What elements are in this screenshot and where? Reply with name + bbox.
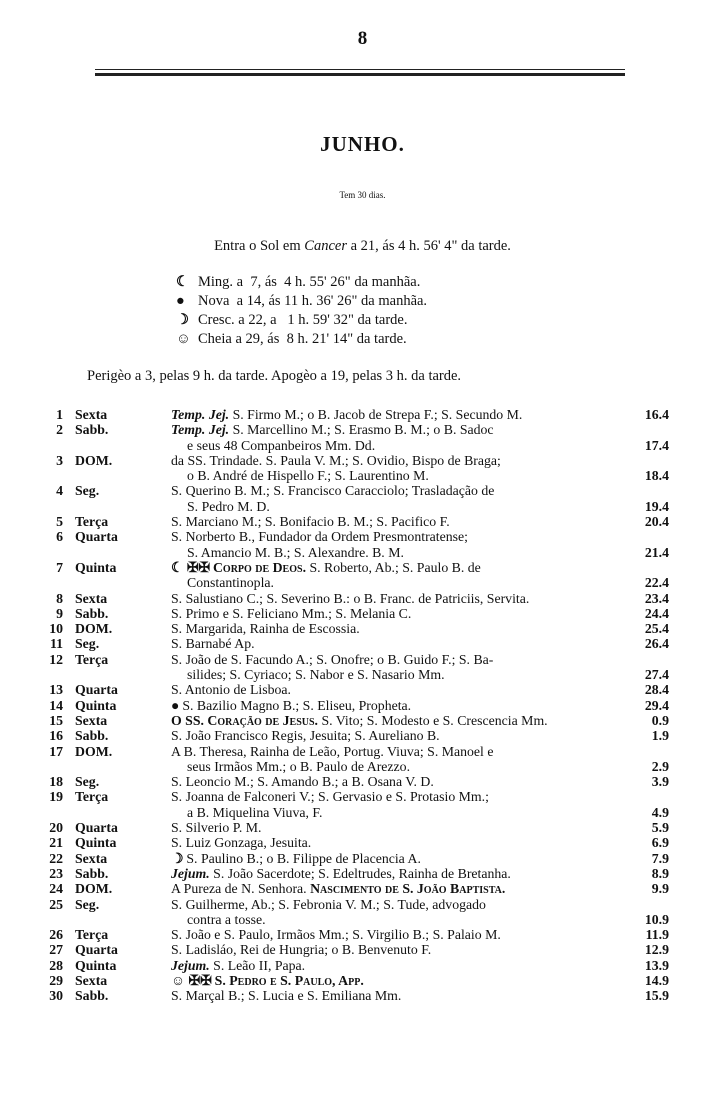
day-number: 20 <box>49 820 63 836</box>
moon-age: 1.9 <box>651 728 669 744</box>
table-row-continuation <box>0 545 725 560</box>
sun-entry-after: a 21, ás 4 h. 56' 4" da tarde. <box>346 238 511 254</box>
moon-phase-line <box>176 312 407 329</box>
moon-age: 28.4 <box>644 682 669 698</box>
weekday: Sabb. <box>75 865 109 881</box>
saints-text: S. João e S. Paulo, Irmãos Mm.; S. Virgilio B.; S. Palaio M. <box>171 927 501 943</box>
saints-text-continuation: S. Pedro M. D. <box>187 498 270 514</box>
feast-text <box>171 453 501 468</box>
perigee-apogee: Perigèo a 3, pelas 9 h. da tarde. Apogèo a 19, pelas 3 h. da tarde. <box>87 368 462 384</box>
feast-text <box>171 942 431 957</box>
saints-text: S. Leão II, Papa. <box>209 957 306 973</box>
feast-text <box>171 851 421 866</box>
day-number: 28 <box>49 957 63 973</box>
last-quarter-moon-icon: ☾ <box>176 274 189 290</box>
weekday: Seg. <box>75 896 100 912</box>
saints-text-continuation: silides; S. Cyriaco; S. Nabor e S. Nasario Mm. <box>187 667 445 683</box>
weekday: Quinta <box>75 835 117 851</box>
day-number: 12 <box>49 651 63 667</box>
feast-text <box>171 560 481 575</box>
fast-label: Temp. Jej. <box>171 407 230 422</box>
feast-text <box>171 789 489 804</box>
saints-text: S. Leoncio M.; S. Amando B.; a B. Osana V. D. <box>171 774 434 790</box>
weekday: Quarta <box>75 529 118 545</box>
table-row <box>0 988 725 1003</box>
saints-text-continuation: contra a tosse. <box>187 911 266 927</box>
month-title: JUNHO. <box>320 132 405 156</box>
saints-text: S. Bazilio Magno B.; S. Eliseu, Propheta. <box>182 697 412 713</box>
feast-text <box>171 682 291 697</box>
sun-entry <box>0 238 725 255</box>
table-row <box>0 973 725 988</box>
day-number: 25 <box>49 896 63 912</box>
moon-phase-text: Cheia a 29, ás 8 h. 21' 14" da tarde. <box>198 331 407 347</box>
moon-age: 19.4 <box>644 498 669 514</box>
feast-text <box>171 835 311 850</box>
sun-entry-before: Entra o Sol em <box>214 238 305 254</box>
table-row-continuation <box>0 575 725 590</box>
weekday: Seg. <box>75 774 100 790</box>
feast-symbol-icon: ☾ ✠✠ <box>171 559 210 575</box>
table-row <box>0 713 725 728</box>
feast-text <box>171 927 501 942</box>
saints-text: S. João Sacerdote; S. Edeltrudes, Rainha de Bretanha. <box>209 865 511 881</box>
weekday: Quarta <box>75 820 118 836</box>
saints-text-continuation: seus Irmãos Mm.; o B. Paulo de Arezzo. <box>187 758 411 774</box>
day-number: 6 <box>56 529 63 545</box>
moon-age: 3.9 <box>651 774 669 790</box>
moon-age: 15.9 <box>644 988 669 1004</box>
saints-text: S. Ladisláo, Rei de Hungria; o B. Benvenuto F. <box>171 942 432 958</box>
table-row-continuation <box>0 759 725 774</box>
day-number: 7 <box>56 559 63 575</box>
saints-text: S. Firmo M.; o B. Jacob de Strepa F.; S. Secundo M. <box>229 407 523 422</box>
weekday: Sexta <box>75 712 108 728</box>
new-moon-icon: ● <box>176 293 185 309</box>
feast-text <box>171 988 401 1003</box>
moon-age: 25.4 <box>644 621 669 637</box>
day-number: 14 <box>49 697 63 713</box>
day-number: 4 <box>56 483 63 499</box>
full-moon-icon: ☺ <box>176 331 191 347</box>
day-number: 29 <box>49 972 63 988</box>
zodiac-sign: Cancer <box>304 238 347 254</box>
moon-age: 8.9 <box>651 865 669 881</box>
day-number: 3 <box>56 452 63 468</box>
moon-age: 7.9 <box>651 850 669 866</box>
weekday: DOM. <box>75 452 113 468</box>
table-row <box>0 820 725 835</box>
feast-text <box>171 866 511 881</box>
table-row <box>0 606 725 621</box>
day-number: 26 <box>49 927 63 943</box>
weekday: DOM. <box>75 881 113 897</box>
day-number: 22 <box>49 850 63 866</box>
saints-text: A B. Theresa, Rainha de Leão, Portug. Viuva; S. Manoel e <box>171 743 494 759</box>
page-number: 8 <box>357 28 368 49</box>
day-number: 16 <box>49 728 63 744</box>
saints-text: S. Joanna de Falconeri V.; S. Gervasio e S. Protasio Mm.; <box>171 789 489 805</box>
moon-age: 0.9 <box>651 712 669 728</box>
moon-phase-line <box>176 293 427 310</box>
feast-text <box>171 636 255 651</box>
feast-text <box>171 897 486 912</box>
moon-age: 6.9 <box>651 835 669 851</box>
weekday: Sexta <box>75 590 108 606</box>
feast-text <box>171 407 522 422</box>
days-count: Tem 30 dias. <box>339 190 386 200</box>
day-number: 19 <box>49 789 63 805</box>
saints-text: S. Barnabé Ap. <box>171 636 255 652</box>
day-number: 21 <box>49 835 63 851</box>
day-number: 30 <box>49 988 63 1004</box>
table-row <box>0 652 725 667</box>
day-number: 2 <box>56 422 63 438</box>
moon-phase-line <box>176 274 420 291</box>
day-number: 9 <box>56 605 63 621</box>
saints-text: A Pureza de N. Senhora. <box>171 881 311 897</box>
saints-text: S. Salustiano C.; S. Severino B.: o B. Franc. de Patriciis, Servita. <box>171 590 530 606</box>
saints-calendar-table <box>0 407 725 1004</box>
table-row <box>0 514 725 529</box>
table-row-continuation <box>0 805 725 820</box>
weekday: Sabb. <box>75 422 109 438</box>
table-row <box>0 529 725 544</box>
feast-text <box>171 713 548 728</box>
moon-age: 4.9 <box>651 804 669 820</box>
day-number: 5 <box>56 514 63 530</box>
moon-phase-text: Cresc. a 22, a 1 h. 59' 32" da tarde. <box>198 312 408 328</box>
moon-age: 9.9 <box>651 881 669 897</box>
saints-text: S. Marcellino M.; S. Erasmo B. M.; o B. Sadoc <box>229 422 494 438</box>
saints-text-continuation: o B. André de Hispello F.; S. Laurentino M. <box>187 468 429 484</box>
saints-text-continuation: e seus 48 Companbeiros Mm. Dd. <box>187 437 376 453</box>
table-row <box>0 591 725 606</box>
feast-text <box>171 973 364 988</box>
weekday: Sabb. <box>75 728 109 744</box>
header-rule-thick <box>95 73 625 76</box>
moon-age: 22.4 <box>644 575 669 591</box>
weekday: Sabb. <box>75 988 109 1004</box>
day-number: 11 <box>49 636 63 652</box>
moon-age: 16.4 <box>644 407 669 422</box>
table-row <box>0 698 725 713</box>
table-row <box>0 483 725 498</box>
moon-age: 26.4 <box>644 636 669 652</box>
day-number: 27 <box>49 942 63 958</box>
feast-name: Corpo de Deos. <box>212 559 307 575</box>
weekday: Quarta <box>75 682 118 698</box>
moon-age: 13.9 <box>644 957 669 973</box>
day-number: 8 <box>56 590 63 606</box>
saints-text: S. Vito; S. Modesto e S. Crescencia Mm. <box>318 712 548 728</box>
feast-text <box>171 774 434 789</box>
saints-text: S. Primo e S. Feliciano Mm.; S. Melania C. <box>171 605 412 621</box>
weekday: DOM. <box>75 743 113 759</box>
saints-text: S. Roberto, Ab.; S. Paulo B. de <box>306 559 481 575</box>
moon-age: 21.4 <box>644 544 669 560</box>
moon-phase-text: Ming. a 7, ás 4 h. 55' 26" da manhãa. <box>198 274 421 290</box>
table-row <box>0 881 725 896</box>
saints-text: S. Marciano M.; S. Bonifacio B. M.; S. Pacifico F. <box>171 514 450 530</box>
weekday: Quinta <box>75 697 117 713</box>
table-row <box>0 407 725 422</box>
table-row <box>0 927 725 942</box>
table-row <box>0 866 725 881</box>
weekday: Sexta <box>75 850 108 866</box>
weekday: Seg. <box>75 483 100 499</box>
moon-age: 11.9 <box>645 927 669 943</box>
weekday: Terça <box>75 514 109 530</box>
day-number: 23 <box>49 865 63 881</box>
feast-name: Nascimento de S. João Baptista. <box>310 881 506 897</box>
feast-text <box>171 698 411 713</box>
day-number: 1 <box>56 407 63 422</box>
saints-text: S. Silverio P. M. <box>171 820 262 836</box>
table-row <box>0 728 725 743</box>
saints-text: S. João de S. Facundo A.; S. Onofre; o B. Guido F.; S. Ba- <box>171 651 494 667</box>
saints-text: S. Marçal B.; S. Lucia e S. Emiliana Mm. <box>171 988 402 1004</box>
table-row <box>0 636 725 651</box>
moon-phase-line <box>176 331 407 348</box>
feast-text <box>171 652 493 667</box>
saints-text: S. Norberto B., Fundador da Ordem Presmontratense; <box>171 529 468 545</box>
saints-text: S. Querino B. M.; S. Francisco Caracciolo; Trasladação de <box>171 483 495 499</box>
table-row <box>0 774 725 789</box>
feast-text <box>171 621 360 636</box>
table-row <box>0 744 725 759</box>
weekday: DOM. <box>75 621 113 637</box>
day-number: 24 <box>49 881 63 897</box>
saints-text-continuation: a B. Miquelina Viuva, F. <box>187 804 323 820</box>
table-row-continuation <box>0 468 725 483</box>
moon-age: 14.9 <box>644 972 669 988</box>
moon-age: 2.9 <box>651 758 669 774</box>
table-row <box>0 942 725 957</box>
weekday: Seg. <box>75 636 100 652</box>
table-row <box>0 682 725 697</box>
weekday: Terça <box>75 927 109 943</box>
moon-age: 29.4 <box>644 697 669 713</box>
day-number: 18 <box>49 774 63 790</box>
saints-text-continuation: S. Amancio M. B.; S. Alexandre. B. M. <box>187 544 404 560</box>
moon-age: 20.4 <box>644 514 669 530</box>
saints-text: S. Guilherme, Ab.; S. Febronia V. M.; S. Tude, advogado <box>171 896 486 912</box>
first-quarter-moon-icon: ☽ <box>176 312 189 328</box>
feast-name: O SS. Coração de Jesus. <box>171 712 318 728</box>
moon-age: 18.4 <box>644 468 669 484</box>
table-row-continuation <box>0 912 725 927</box>
feast-text <box>171 483 494 498</box>
moon-age: 23.4 <box>644 590 669 606</box>
day-number: 13 <box>49 682 63 698</box>
saints-text: da SS. Trindade. S. Paula V. M.; S. Ovidio, Bispo de Braga; <box>171 452 501 468</box>
feast-text <box>171 514 450 529</box>
feast-text <box>171 820 261 835</box>
fast-label: Jejum. <box>171 957 210 973</box>
saints-text: S. João Francisco Regis, Jesuita; S. Aureliano B. <box>171 728 440 744</box>
feast-symbol-icon: ● <box>171 697 180 713</box>
table-row <box>0 958 725 973</box>
saints-text-continuation: Constantinopla. <box>187 575 274 591</box>
fast-label: Jejum. <box>171 865 210 881</box>
day-number: 10 <box>49 621 63 637</box>
table-row <box>0 835 725 850</box>
weekday: Quinta <box>75 559 117 575</box>
feast-text <box>171 958 305 973</box>
day-number: 15 <box>49 712 63 728</box>
feast-text <box>171 422 494 437</box>
moon-age: 10.9 <box>644 911 669 927</box>
moon-age: 12.9 <box>644 942 669 958</box>
weekday: Terça <box>75 651 109 667</box>
fast-label: Temp. Jej. <box>171 422 230 438</box>
moon-age: 5.9 <box>651 820 669 836</box>
table-row <box>0 851 725 866</box>
feast-text <box>171 529 468 544</box>
moon-age: 17.4 <box>644 437 669 453</box>
weekday: Sexta <box>75 972 108 988</box>
moon-phase-text: Nova a 14, ás 11 h. 36' 26" da manhãa. <box>198 293 428 309</box>
weekday: Quinta <box>75 957 117 973</box>
table-row <box>0 422 725 437</box>
moon-age: 27.4 <box>644 667 669 683</box>
moon-age: 24.4 <box>644 605 669 621</box>
feast-text <box>171 606 411 621</box>
table-row-continuation <box>0 499 725 514</box>
weekday: Sabb. <box>75 605 109 621</box>
weekday: Sexta <box>75 407 108 422</box>
feast-symbol-icon: ☽ <box>171 850 184 866</box>
table-row-continuation <box>0 438 725 453</box>
saints-text: S. Paulino B.; o B. Filippe de Placencia A. <box>186 850 421 866</box>
table-row <box>0 453 725 468</box>
feast-text <box>171 881 505 896</box>
feast-text <box>171 744 493 759</box>
feast-name: S. Pedro e S. Paulo, App. <box>214 972 364 988</box>
saints-text: S. Margarida, Rainha de Escossia. <box>171 621 360 637</box>
feast-symbol-icon: ☺ ✠✠ <box>171 972 212 988</box>
table-row <box>0 897 725 912</box>
feast-text <box>171 728 440 743</box>
table-row <box>0 560 725 575</box>
saints-text: S. Antonio de Lisboa. <box>171 682 291 698</box>
table-row-continuation <box>0 667 725 682</box>
weekday: Terça <box>75 789 109 805</box>
table-row <box>0 789 725 804</box>
header-rule-thin <box>95 69 625 70</box>
table-row <box>0 621 725 636</box>
day-number: 17 <box>49 743 63 759</box>
feast-text <box>171 591 529 606</box>
weekday: Quarta <box>75 942 118 958</box>
saints-text: S. Luiz Gonzaga, Jesuita. <box>171 835 312 851</box>
